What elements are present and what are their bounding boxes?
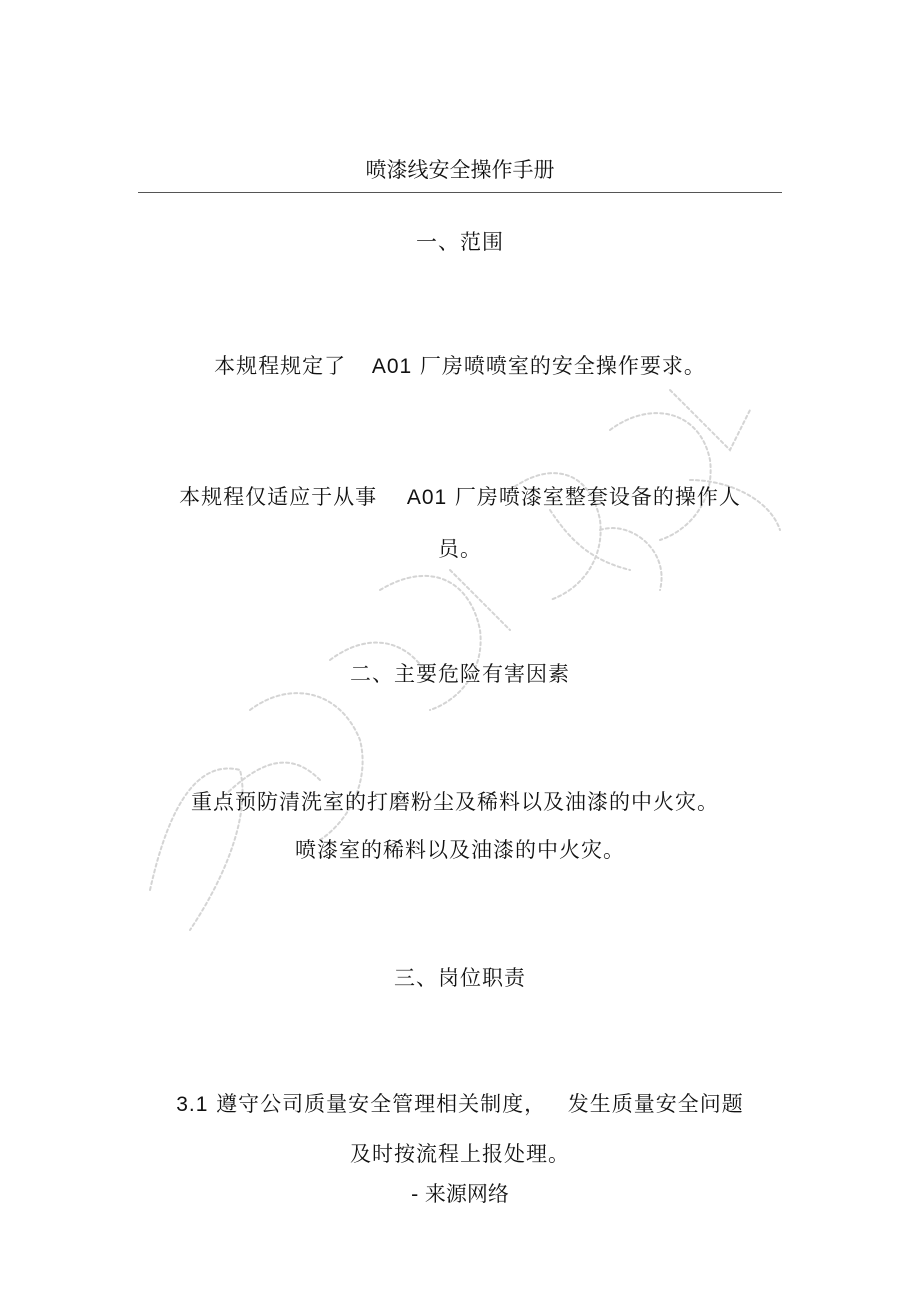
paragraph-text: 本规程规定了	[214, 354, 347, 378]
page-title: 喷漆线安全操作手册	[365, 158, 555, 182]
duty-item-3-1-wrap: 及时按流程上报处理。	[350, 1142, 570, 1166]
hazard-line-1: 重点预防清洗室的打磨粉尘及稀料以及油漆的中火灾。	[191, 790, 719, 814]
duty-item-3-1	[0, 1088, 920, 1118]
paragraph-text: 厂房喷喷室的安全操作要求。	[419, 354, 706, 378]
plant-code: A01	[371, 355, 413, 378]
section-heading-duties: 三、岗位职责	[394, 966, 526, 990]
item-text: 发生质量安全问题	[567, 1092, 744, 1116]
header-divider	[138, 192, 782, 193]
section-heading-scope: 一、范围	[416, 230, 504, 254]
hazard-line-2: 喷漆室的稀料以及油漆的中火灾。	[295, 838, 625, 862]
paragraph-scope-2	[0, 481, 920, 511]
item-number: 3.1	[176, 1093, 209, 1116]
paragraph-scope-1	[0, 350, 920, 380]
item-text: 遵守公司质量安全管理相关制度，	[216, 1092, 547, 1116]
plant-code: A01	[406, 486, 448, 509]
paragraph-scope-2-wrap: 员。	[438, 537, 482, 561]
section-heading-hazards: 二、主要危险有害因素	[350, 662, 570, 686]
paragraph-text: 本规程仅适应于从事	[179, 485, 378, 509]
paragraph-text: 厂房喷漆室整套设备的操作人	[454, 485, 741, 509]
source-note: - 来源网络	[411, 1182, 509, 1206]
